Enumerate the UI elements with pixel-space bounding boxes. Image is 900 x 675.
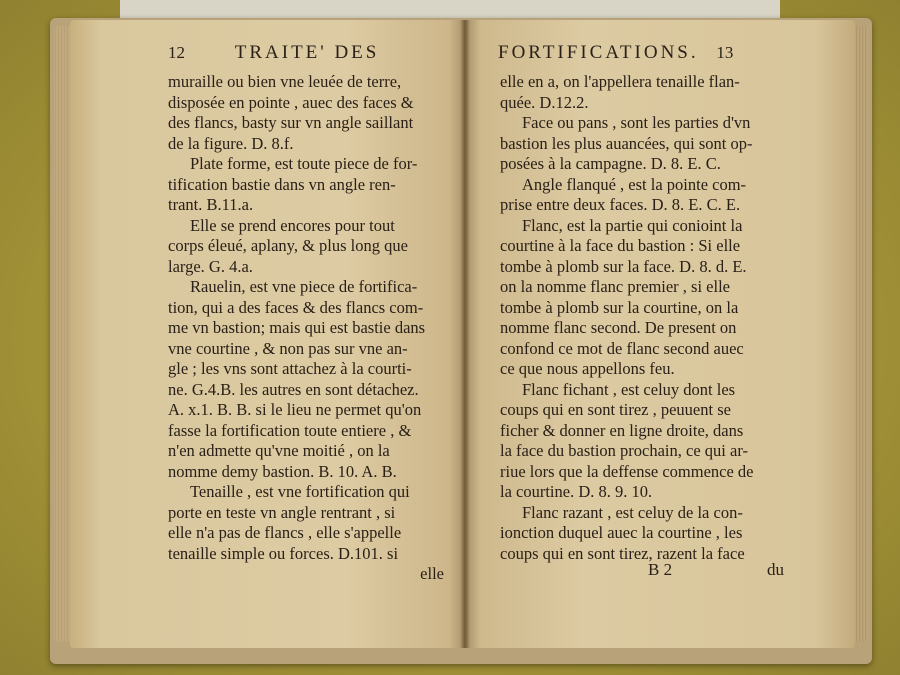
text-line: ficher & donner en ligne droite, dans (500, 420, 744, 440)
text-line: elle n'a pas de flancs , elle s'appelle (168, 523, 402, 542)
text-line: Flanc fichant , est celuy dont les (522, 379, 736, 399)
text-line: Angle flanqué , est la pointe com- (522, 174, 747, 194)
right-page-header (498, 42, 798, 66)
text-line: tion, qui a des faces & des flancs com- (168, 297, 424, 317)
text-line: de la figure. D. 8.f. (168, 133, 294, 153)
left-page-text (168, 72, 450, 585)
text-line: des flancs, basty sur vn angle saillant (168, 113, 414, 132)
text-line: bastion les plus auancées, qui sont op- (500, 133, 753, 153)
text-line: elle (420, 564, 444, 583)
text-line: me vn bastion; mais qui est bastie dans (168, 318, 426, 337)
text-line: riue lors que la deffense commence de (500, 461, 754, 481)
text-line: Face ou pans , sont les parties d'vn (522, 113, 751, 132)
left-page-header (168, 42, 468, 66)
book-gutter (460, 20, 470, 648)
text-line: coups qui en sont tirez, razent la face (500, 543, 745, 563)
left-running-head: TRAITE' DES (234, 42, 380, 63)
text-line: ne. G.4.B. les autres en sont détachez. (168, 379, 419, 399)
text-line: corps éleué, aplany, & plus long que (168, 236, 408, 255)
text-line: prise entre deux faces. D. 8. E. C. E. (500, 195, 741, 214)
text-line: la face du bastion prochain, ce qui ar- (500, 441, 748, 460)
text-line: tombe à plomb sur la courtine, on la (500, 297, 739, 317)
text-line: tombe à plomb sur la face. D. 8. d. E. (500, 256, 747, 276)
text-line: Plate forme, est toute piece de for- (190, 154, 418, 173)
text-line: muraille ou bien vne leuée de terre, (168, 72, 402, 91)
text-line: trant. B.11.a. (168, 195, 254, 214)
right-page-number: 13 (716, 43, 734, 62)
text-line: gle ; les vns sont attachez à la courti- (168, 359, 412, 378)
catchword: du (767, 560, 784, 579)
text-line: Elle se prend encores pour tout (190, 215, 395, 235)
text-line: ionction duquel auec la courtine , les (500, 523, 743, 542)
text-line: tification bastie dans vn angle ren- (168, 174, 396, 194)
text-line: A. x.1. B. B. si le lieu ne permet qu'on (168, 400, 422, 419)
text-line: nomme demy bastion. B. 10. A. B. (168, 461, 397, 481)
text-line: Rauelin, est vne piece de fortifica- (190, 277, 418, 296)
text-line: vne courtine , & non pas sur vne an- (168, 338, 408, 358)
right-running-head: FORTIFICATIONS. (498, 42, 699, 63)
text-line: fasse la fortification toute entiere , & (168, 420, 412, 440)
left-page-number: 12 (168, 43, 185, 62)
right-page-text (500, 72, 790, 564)
text-line: large. G. 4.a. (168, 256, 253, 276)
text-line: Flanc razant , est celuy de la con- (522, 502, 743, 522)
text-line: elle en a, on l'appellera tenaille flan- (500, 72, 740, 91)
text-line: nomme flanc second. De present on (500, 318, 737, 337)
text-line: n'en admette qu'vne moitié , on la (168, 441, 390, 460)
text-line: disposée en pointe , auec des faces & (168, 92, 414, 112)
text-line: confond ce mot de flanc second auec (500, 338, 744, 358)
text-line: coups qui en sont tirez , peuuent se (500, 400, 731, 419)
text-line: courtine à la face du bastion : Si elle (500, 236, 741, 255)
text-line: ce que nous appellons feu. (500, 359, 675, 378)
text-line: posées à la campagne. D. 8. E. C. (500, 154, 721, 173)
text-line: la courtine. D. 8. 9. 10. (500, 482, 653, 501)
text-line: tenaille simple ou forces. D.101. si (168, 543, 399, 563)
text-line: on la nomme flanc premier , si elle (500, 277, 731, 296)
text-line: quée. D.12.2. (500, 92, 589, 112)
signature-mark: B 2 (648, 560, 673, 579)
right-page-footer (500, 560, 790, 582)
text-line: Flanc, est la partie qui conioint la (522, 215, 743, 235)
text-line: Tenaille , est vne fortification qui (190, 482, 410, 501)
text-line: porte en teste vn angle rentrant , si (168, 502, 396, 522)
